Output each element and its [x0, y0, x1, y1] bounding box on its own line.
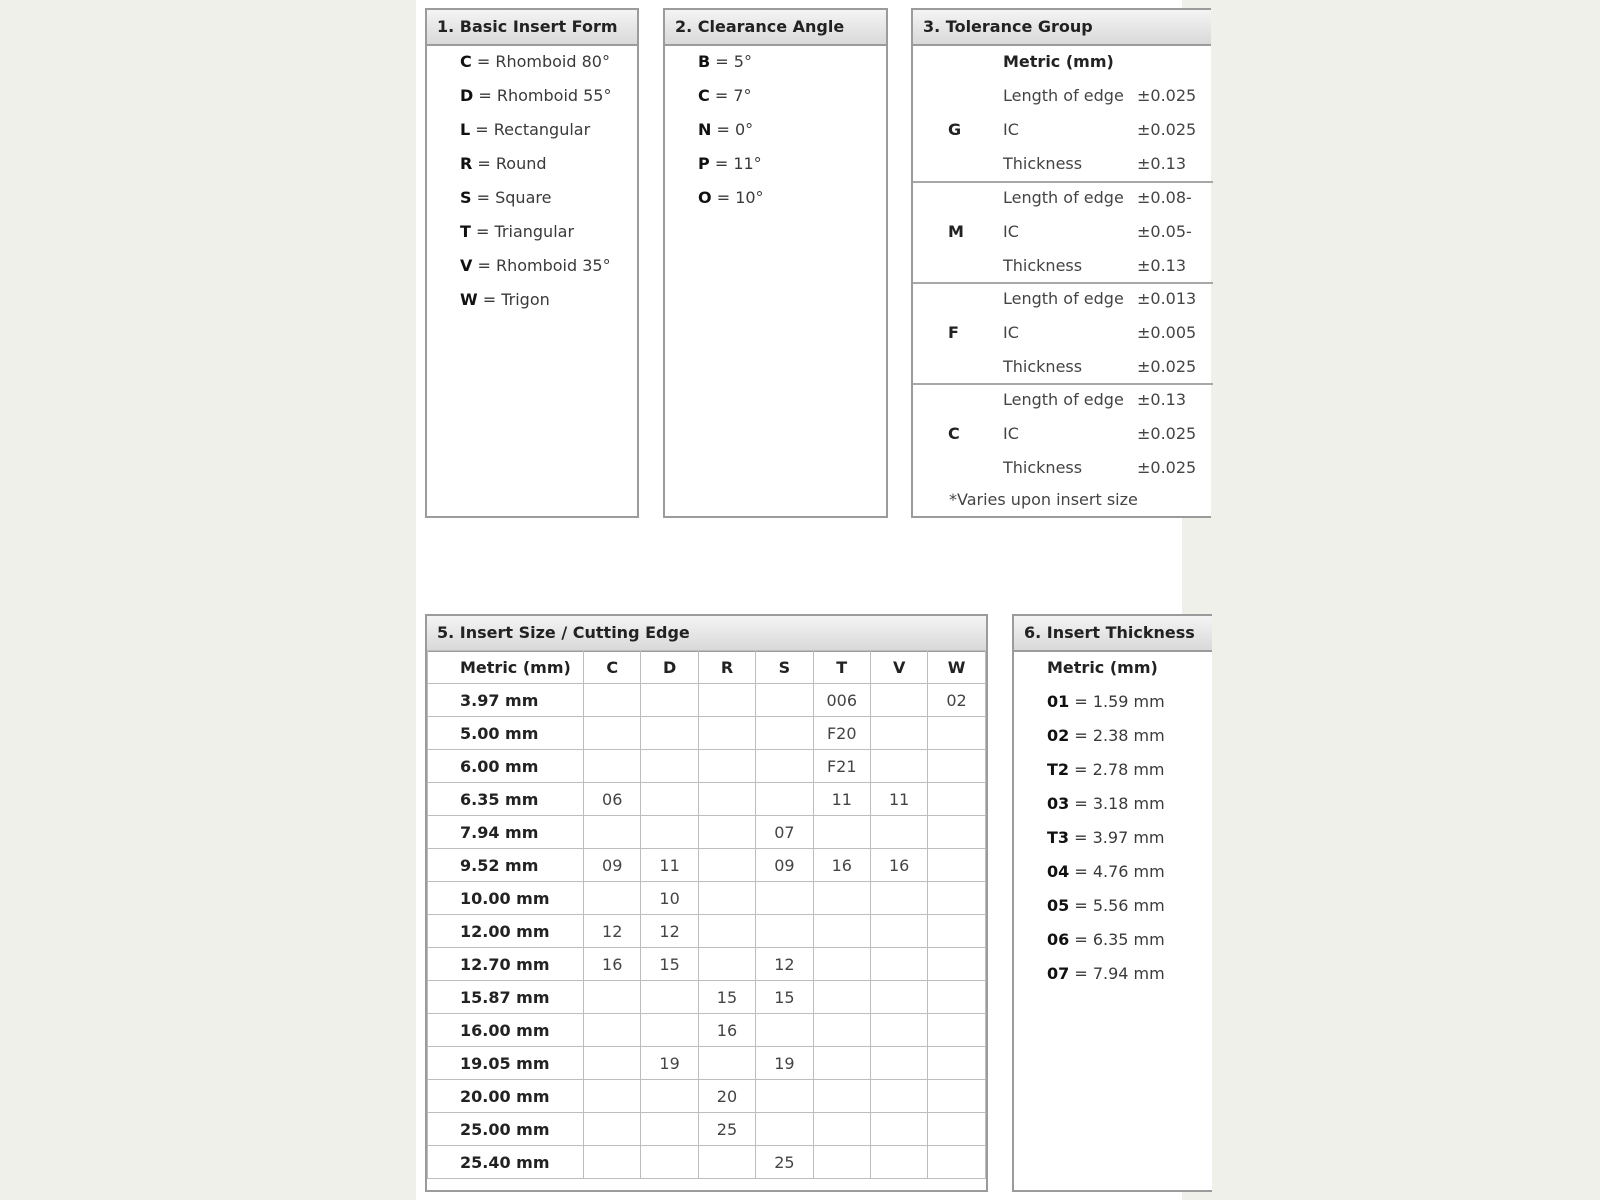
entry-description: = 3.97 mm — [1069, 828, 1165, 847]
table-row — [428, 981, 986, 1014]
table-cell — [756, 750, 813, 783]
table-cell: F21 — [813, 750, 870, 783]
table-cell — [870, 1080, 927, 1113]
table-row — [428, 717, 986, 750]
table-cell — [641, 783, 698, 816]
code-entry — [460, 188, 551, 207]
entry-description: = Square — [471, 188, 552, 207]
table-cell — [584, 1113, 641, 1146]
table-cell: 15 — [641, 948, 698, 981]
table-cell — [756, 1080, 813, 1113]
table-cell: 16 — [584, 948, 641, 981]
entry-description: = 10° — [711, 188, 764, 207]
table-header-cell: C — [584, 651, 641, 684]
table-cell — [813, 1113, 870, 1146]
table-cell: 11 — [813, 783, 870, 816]
row-size-label: 19.05 mm — [428, 1047, 584, 1080]
tolerance-row-name: Thickness — [1003, 256, 1083, 275]
code-entry — [460, 52, 610, 71]
entry-description: = Rectangular — [470, 120, 591, 139]
row-size-label: 6.35 mm — [428, 783, 584, 816]
entry-description: = 7° — [709, 86, 752, 105]
table-cell — [870, 882, 927, 915]
table-cell — [813, 1146, 870, 1179]
table-cell — [641, 717, 698, 750]
tolerance-row-name: Thickness — [1003, 458, 1083, 477]
code-entry — [1047, 896, 1165, 915]
table-row — [428, 750, 986, 783]
insert-thickness-panel — [1012, 614, 1212, 1192]
entry-code: T3 — [1047, 828, 1070, 847]
entry-code: O — [698, 188, 712, 207]
entry-code: T2 — [1047, 760, 1070, 779]
tolerance-row-value: ±0.08- — [1137, 188, 1192, 207]
table-cell — [641, 684, 698, 717]
table-cell — [584, 684, 641, 717]
entry-description: = 5.56 mm — [1069, 896, 1165, 915]
code-entry — [460, 154, 547, 173]
tolerance-row-value: ±0.013 — [1137, 289, 1197, 308]
entry-code: W — [460, 290, 478, 309]
entry-code: 06 — [1047, 930, 1070, 949]
table-cell: 12 — [641, 915, 698, 948]
table-cell — [756, 1014, 813, 1047]
table-cell — [813, 1014, 870, 1047]
tolerance-row-name: IC — [1003, 323, 1019, 342]
row-size-label: 20.00 mm — [428, 1080, 584, 1113]
table-cell — [698, 816, 755, 849]
table-cell: 16 — [870, 849, 927, 882]
code-entry — [460, 120, 590, 139]
code-entry — [698, 120, 753, 139]
entry-description: = Rhomboid 55° — [473, 86, 612, 105]
code-entry — [1047, 964, 1165, 983]
entry-description: = Triangular — [470, 222, 575, 241]
tolerance-row-name: Thickness — [1003, 357, 1083, 376]
table-header-cell: S — [756, 651, 813, 684]
entry-code: 01 — [1047, 692, 1070, 711]
table-row — [428, 816, 986, 849]
table-cell — [928, 750, 985, 783]
table-row — [428, 849, 986, 882]
entry-description: = 7.94 mm — [1069, 964, 1165, 983]
table-header-cell: R — [698, 651, 755, 684]
entry-description: = 5° — [710, 52, 752, 71]
code-entry — [1047, 760, 1165, 779]
entry-code: C — [698, 86, 710, 105]
tolerance-row-name: IC — [1003, 424, 1019, 443]
table-cell — [870, 684, 927, 717]
row-size-label: 6.00 mm — [428, 750, 584, 783]
row-size-label: 12.70 mm — [428, 948, 584, 981]
table-header-cell: V — [870, 651, 927, 684]
table-cell — [756, 717, 813, 750]
table-cell: 10 — [641, 882, 698, 915]
entry-description: = 1.59 mm — [1069, 692, 1165, 711]
table-row — [428, 1146, 986, 1179]
tolerance-row-name: Thickness — [1003, 154, 1083, 173]
tolerance-row-value: ±0.025 — [1137, 458, 1197, 477]
entry-code: S — [460, 188, 472, 207]
table-cell — [698, 750, 755, 783]
table-cell — [584, 882, 641, 915]
tolerance-row-value: ±0.025 — [1137, 424, 1197, 443]
table-cell — [870, 1014, 927, 1047]
table-cell: 19 — [641, 1047, 698, 1080]
entry-description: = Rhomboid 80° — [471, 52, 610, 71]
clearance-angle-panel — [663, 8, 888, 518]
tolerance-group-label: C — [948, 424, 960, 443]
table-cell — [813, 1047, 870, 1080]
entry-description: = 3.18 mm — [1069, 794, 1165, 813]
code-entry — [1047, 828, 1165, 847]
tolerance-row-name: Length of edge — [1003, 289, 1124, 308]
table-cell: 11 — [641, 849, 698, 882]
tolerance-footnote: *Varies upon insert size — [949, 490, 1138, 509]
table-cell — [698, 849, 755, 882]
table-cell — [584, 1080, 641, 1113]
tolerance-group-divider — [913, 282, 1213, 284]
table-cell — [698, 783, 755, 816]
entry-code: V — [460, 256, 473, 275]
table-cell — [641, 750, 698, 783]
entry-code: B — [698, 52, 711, 71]
table-header-cell: D — [641, 651, 698, 684]
table-cell — [928, 849, 985, 882]
tolerance-metric-label: Metric (mm) — [1003, 52, 1114, 71]
entry-code: N — [698, 120, 712, 139]
code-entry — [1047, 862, 1165, 881]
insert-code-sheet — [416, 0, 1197, 1200]
entry-code: T — [460, 222, 471, 241]
table-cell — [870, 915, 927, 948]
thickness-metric-label: Metric (mm) — [1047, 658, 1158, 677]
table-cell — [928, 783, 985, 816]
tolerance-row-value: ±0.005 — [1137, 323, 1197, 342]
table-cell — [870, 1047, 927, 1080]
table-cell — [870, 717, 927, 750]
table-cell — [698, 717, 755, 750]
code-entry — [698, 154, 762, 173]
table-cell — [641, 1080, 698, 1113]
code-entry — [1047, 930, 1165, 949]
entry-code: P — [698, 154, 710, 173]
entry-description: = 0° — [711, 120, 754, 139]
table-cell: 12 — [584, 915, 641, 948]
table-cell — [641, 1146, 698, 1179]
entry-description: = 6.35 mm — [1069, 930, 1165, 949]
table-cell — [813, 915, 870, 948]
row-size-label: 25.00 mm — [428, 1113, 584, 1146]
table-cell — [928, 981, 985, 1014]
code-entry — [1047, 726, 1165, 745]
table-cell — [698, 1146, 755, 1179]
table-cell: 07 — [756, 816, 813, 849]
entry-description: = 2.38 mm — [1069, 726, 1165, 745]
code-entry — [460, 256, 611, 275]
code-entry — [460, 86, 611, 105]
table-cell — [698, 882, 755, 915]
table-cell — [641, 1113, 698, 1146]
tolerance-row-name: Length of edge — [1003, 390, 1124, 409]
table-cell: 25 — [698, 1113, 755, 1146]
row-size-label: 16.00 mm — [428, 1014, 584, 1047]
table-cell: 12 — [756, 948, 813, 981]
table-cell — [928, 915, 985, 948]
table-cell: 09 — [756, 849, 813, 882]
tolerance-row-name: IC — [1003, 120, 1019, 139]
table-cell: 25 — [756, 1146, 813, 1179]
table-row — [428, 1014, 986, 1047]
table-cell — [928, 1080, 985, 1113]
table-header-cell: T — [813, 651, 870, 684]
table-row — [428, 882, 986, 915]
tolerance-row-name: Length of edge — [1003, 86, 1124, 105]
table-cell — [813, 1080, 870, 1113]
tolerance-row-value: ±0.025 — [1137, 120, 1197, 139]
table-row — [428, 783, 986, 816]
table-cell — [584, 816, 641, 849]
table-cell — [870, 1113, 927, 1146]
code-entry — [698, 86, 752, 105]
row-size-label: 25.40 mm — [428, 1146, 584, 1179]
tolerance-row-name: IC — [1003, 222, 1019, 241]
table-cell — [928, 1014, 985, 1047]
entry-description: = Trigon — [477, 290, 550, 309]
tolerance-group-label: G — [948, 120, 962, 139]
entry-code: D — [460, 86, 474, 105]
tolerance-row-value: ±0.13 — [1137, 256, 1187, 275]
table-cell — [584, 1014, 641, 1047]
table-cell — [756, 882, 813, 915]
row-size-label: 3.97 mm — [428, 684, 584, 717]
table-cell: 11 — [870, 783, 927, 816]
tolerance-group-label: F — [948, 323, 959, 342]
table-header-row — [428, 651, 986, 684]
table-cell: 16 — [813, 849, 870, 882]
entry-code: 02 — [1047, 726, 1070, 745]
table-row — [428, 684, 986, 717]
tolerance-group-label: M — [948, 222, 964, 241]
table-cell — [928, 1113, 985, 1146]
tolerance-row-name: Length of edge — [1003, 188, 1124, 207]
table-cell: 20 — [698, 1080, 755, 1113]
entry-code: 05 — [1047, 896, 1070, 915]
code-entry — [1047, 692, 1165, 711]
table-cell: 006 — [813, 684, 870, 717]
entry-description: = 2.78 mm — [1069, 760, 1165, 779]
row-size-label: 15.87 mm — [428, 981, 584, 1014]
table-cell — [870, 981, 927, 1014]
table-cell — [698, 915, 755, 948]
tolerance-row-value: ±0.05- — [1137, 222, 1192, 241]
code-entry — [460, 290, 550, 309]
entry-code: C — [460, 52, 472, 71]
entry-description: = 4.76 mm — [1069, 862, 1165, 881]
table-cell — [813, 882, 870, 915]
tolerance-row-value: ±0.025 — [1137, 86, 1197, 105]
table-cell: 19 — [756, 1047, 813, 1080]
tolerance-row-value: ±0.13 — [1137, 154, 1187, 173]
table-cell — [641, 816, 698, 849]
row-size-label: 12.00 mm — [428, 915, 584, 948]
table-cell — [584, 750, 641, 783]
table-cell: 09 — [584, 849, 641, 882]
table-cell — [928, 816, 985, 849]
table-cell: 15 — [756, 981, 813, 1014]
entry-description: = 11° — [709, 154, 762, 173]
table-cell — [698, 1047, 755, 1080]
table-row — [428, 1047, 986, 1080]
entry-code: L — [460, 120, 471, 139]
table-cell — [813, 816, 870, 849]
code-entry — [460, 222, 574, 241]
table-cell — [641, 1014, 698, 1047]
table-cell — [928, 882, 985, 915]
table-cell — [870, 816, 927, 849]
table-cell — [584, 717, 641, 750]
code-entry — [698, 188, 764, 207]
table-cell: 16 — [698, 1014, 755, 1047]
table-row — [428, 1113, 986, 1146]
table-cell: 06 — [584, 783, 641, 816]
table-cell — [928, 717, 985, 750]
table-cell: F20 — [813, 717, 870, 750]
table-cell — [584, 981, 641, 1014]
row-size-label: 9.52 mm — [428, 849, 584, 882]
table-cell — [698, 948, 755, 981]
table-cell: 15 — [698, 981, 755, 1014]
table-cell — [584, 1146, 641, 1179]
insert-size-panel — [425, 614, 988, 1192]
tolerance-row-value: ±0.13 — [1137, 390, 1187, 409]
insert-thickness-title: 6. Insert Thickness — [1014, 616, 1212, 652]
table-cell — [928, 1146, 985, 1179]
tolerance-group-divider — [913, 383, 1213, 385]
table-cell: 02 — [928, 684, 985, 717]
tolerance-group-title: 3. Tolerance Group — [913, 10, 1211, 46]
table-cell — [813, 981, 870, 1014]
table-cell — [756, 684, 813, 717]
table-cell — [641, 981, 698, 1014]
table-cell — [870, 948, 927, 981]
basic-insert-form-title: 1. Basic Insert Form — [427, 10, 637, 46]
table-header-cell: Metric (mm) — [428, 651, 584, 684]
tolerance-row-value: ±0.025 — [1137, 357, 1197, 376]
code-entry — [698, 52, 752, 71]
table-cell — [870, 750, 927, 783]
entry-code: R — [460, 154, 473, 173]
entry-description: = Round — [472, 154, 547, 173]
table-row — [428, 915, 986, 948]
entry-code: 03 — [1047, 794, 1070, 813]
table-row — [428, 948, 986, 981]
row-size-label: 5.00 mm — [428, 717, 584, 750]
table-cell — [870, 1146, 927, 1179]
tolerance-group-divider — [913, 181, 1213, 183]
table-row — [428, 1080, 986, 1113]
entry-code: 07 — [1047, 964, 1070, 983]
insert-size-title: 5. Insert Size / Cutting Edge — [427, 616, 986, 652]
row-size-label: 7.94 mm — [428, 816, 584, 849]
tolerance-group-panel — [911, 8, 1211, 518]
table-cell — [928, 948, 985, 981]
table-header-cell: W — [928, 651, 985, 684]
table-cell — [584, 1047, 641, 1080]
table-cell — [813, 948, 870, 981]
table-cell — [756, 915, 813, 948]
code-entry — [1047, 794, 1165, 813]
table-cell — [756, 1113, 813, 1146]
table-cell — [698, 684, 755, 717]
table-cell — [928, 1047, 985, 1080]
table-cell — [756, 783, 813, 816]
entry-description: = Rhomboid 35° — [472, 256, 611, 275]
basic-insert-form-panel — [425, 8, 639, 518]
insert-size-table — [427, 650, 986, 1179]
clearance-angle-title: 2. Clearance Angle — [665, 10, 886, 46]
entry-code: 04 — [1047, 862, 1070, 881]
row-size-label: 10.00 mm — [428, 882, 584, 915]
